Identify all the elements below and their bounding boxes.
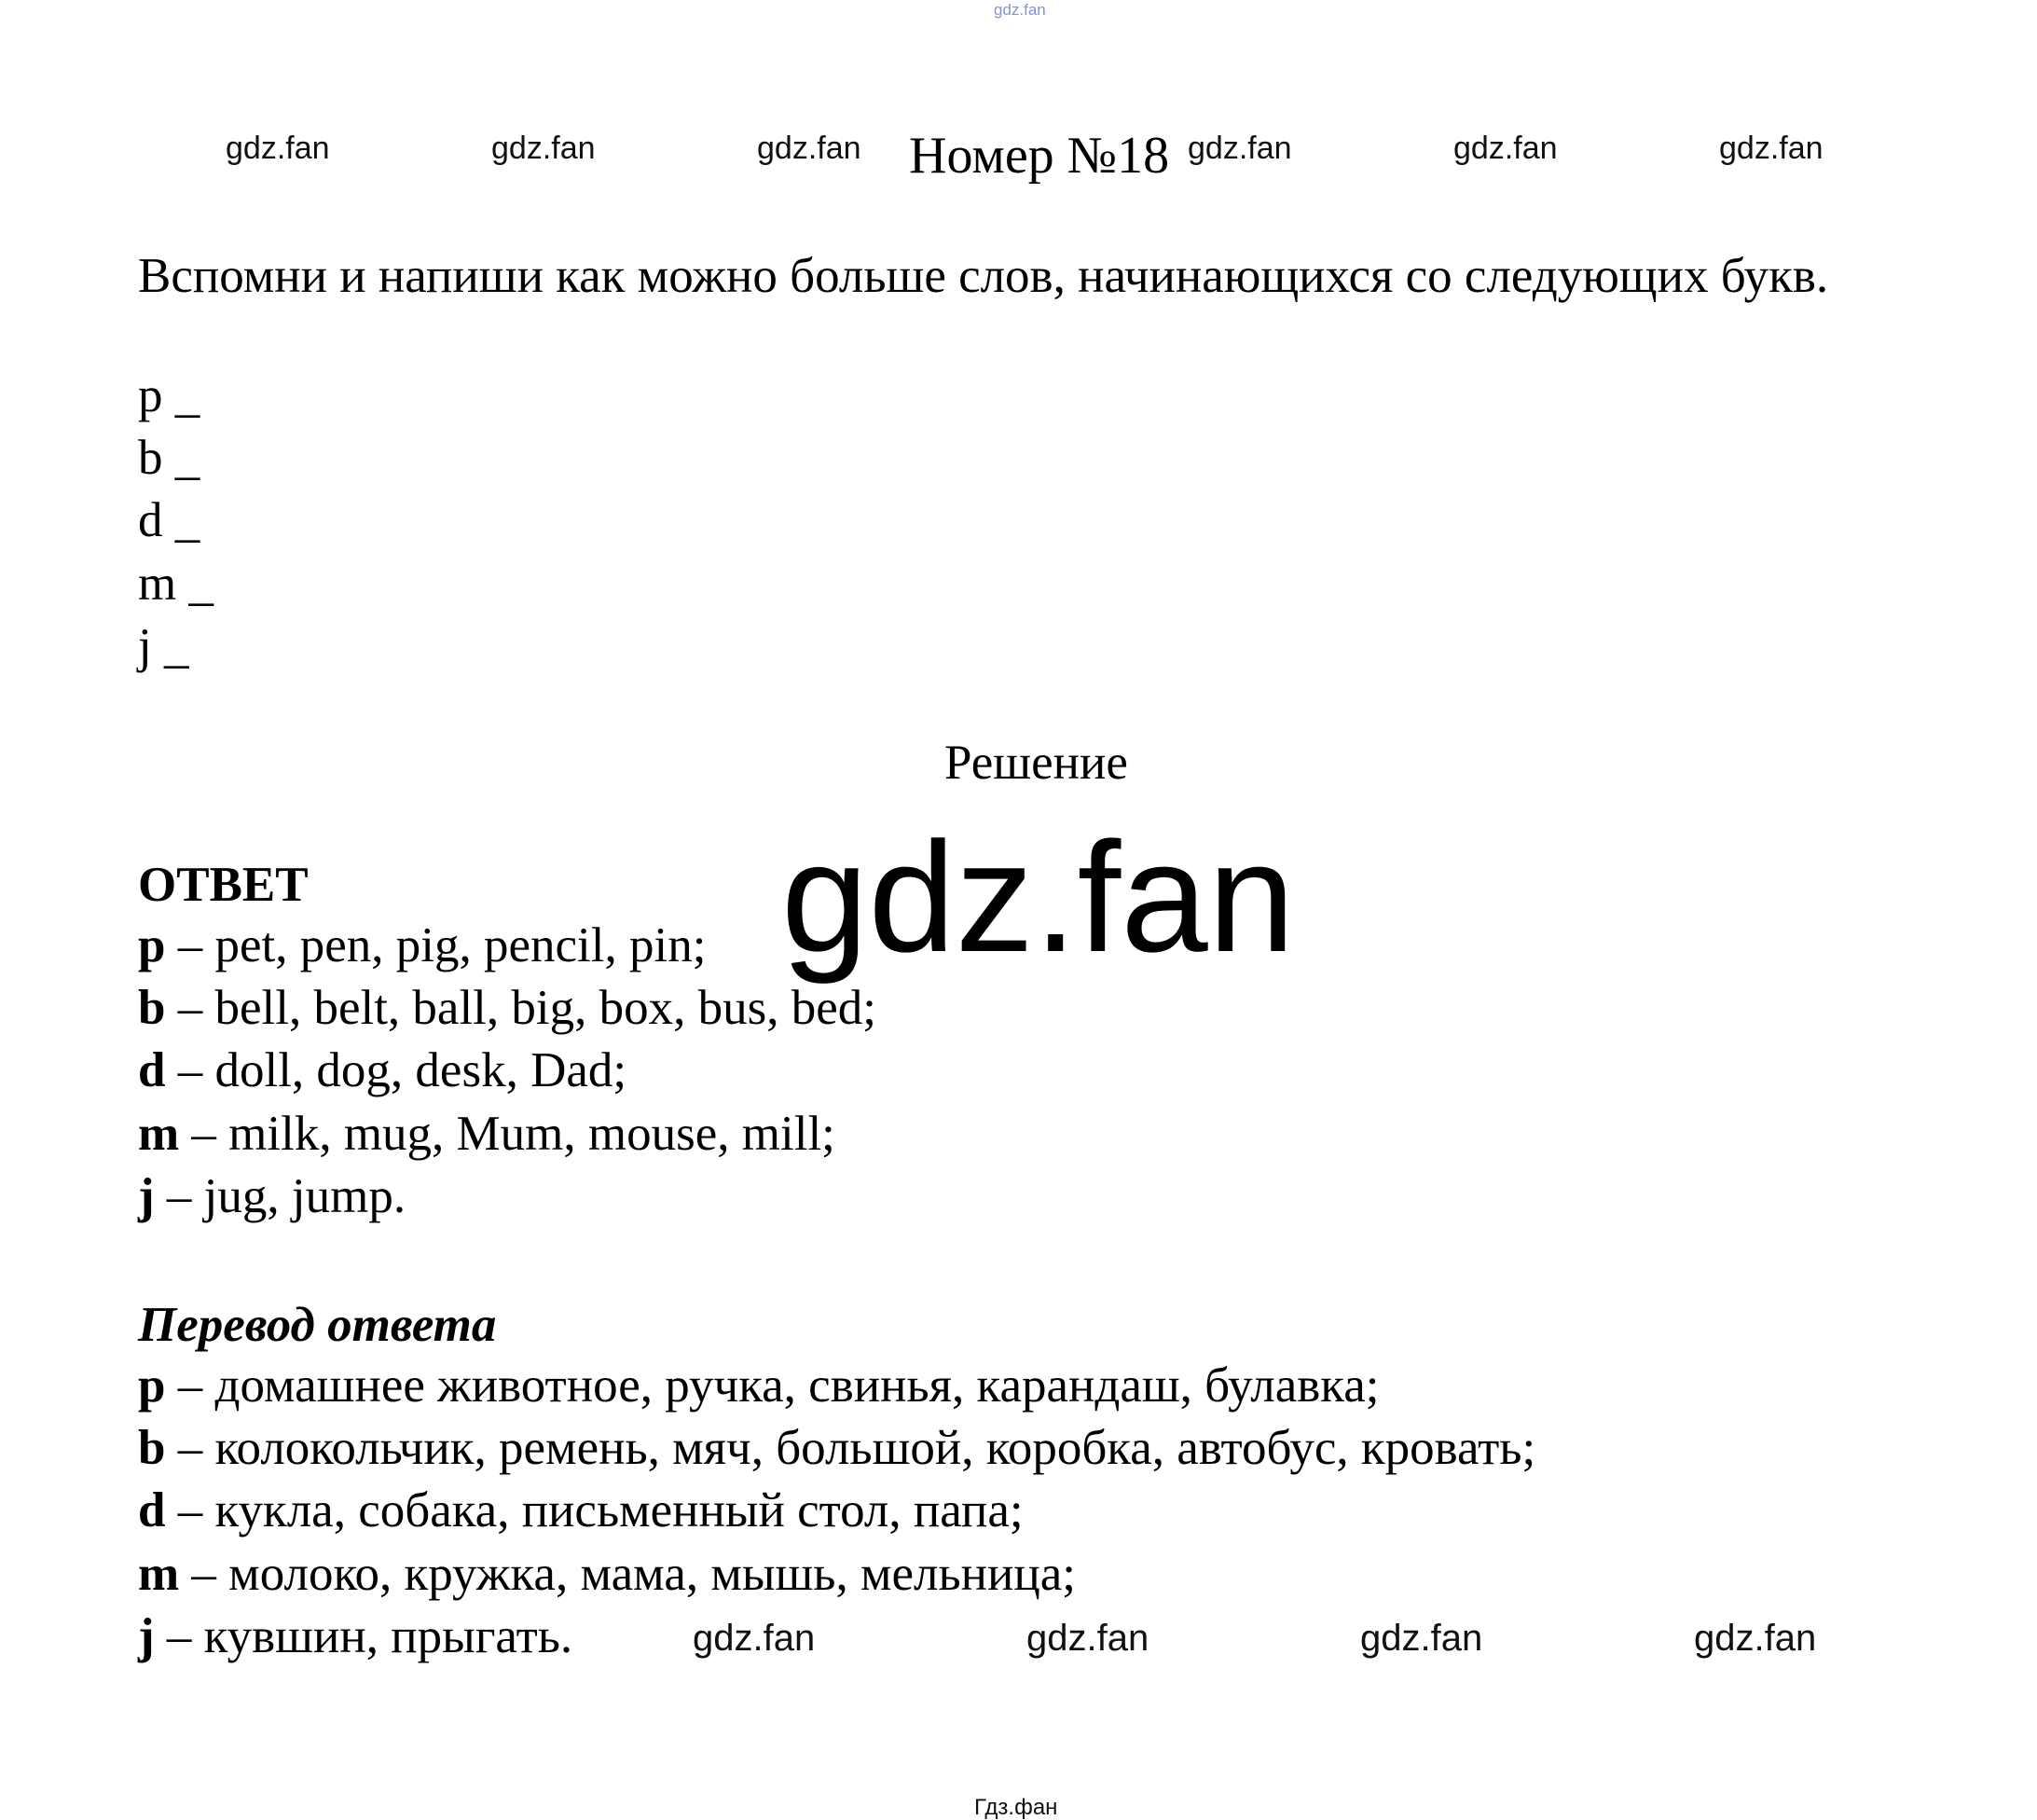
answer-line [138, 1107, 835, 1161]
translation-line [138, 1547, 1076, 1601]
letter-item: p _ [138, 368, 200, 422]
answer-words: – jug, jump. [154, 1169, 406, 1223]
solution-heading: Решение [944, 736, 1128, 790]
answer-letter: m [138, 1107, 180, 1161]
letter-item: j _ [138, 619, 189, 673]
answer-words: – bell, belt, ball, big, box, bus, bed; [165, 981, 877, 1035]
translation-words: – домашнее животное, ручка, свинья, карандаш, булавка; [165, 1358, 1380, 1413]
translation-letter: m [138, 1547, 180, 1601]
bottom-watermark: gdz.fan [693, 1618, 816, 1659]
header-watermark: gdz.fan [1453, 131, 1558, 166]
answer-line [138, 1043, 627, 1097]
bottom-watermark: gdz.fan [1026, 1618, 1149, 1659]
answer-letter: p [138, 918, 166, 972]
header-watermark: gdz.fan [491, 131, 596, 166]
translation-letter: d [138, 1483, 166, 1537]
translation-letter: p [138, 1358, 166, 1413]
translation-line [138, 1421, 1536, 1475]
translation-heading: Перевод ответа [138, 1298, 497, 1352]
page-title: Номер №18 [909, 127, 1170, 185]
top-watermark: gdz.fan [994, 1, 1046, 19]
translation-letter: b [138, 1421, 166, 1475]
answer-words: – pet, pen, pig, pencil, pin; [165, 918, 707, 972]
translation-words: – колокольчик, ремень, мяч, большой, коробка, автобус, кровать; [165, 1421, 1536, 1475]
task-text: Вспомни и напиши как можно больше слов, начинающихся со следующих букв. [138, 249, 1829, 303]
answer-line [138, 918, 707, 972]
translation-letter: j [138, 1609, 155, 1663]
translation-words: – кувшин, прыгать. [154, 1609, 573, 1663]
answer-letter: j [138, 1169, 155, 1223]
header-watermark: gdz.fan [757, 131, 861, 166]
bottom-watermark: gdz.fan [1360, 1618, 1483, 1659]
center-watermark: gdz.fan [781, 809, 1296, 985]
translation-line [138, 1609, 573, 1663]
answer-words: – doll, dog, desk, Dad; [165, 1043, 627, 1097]
letter-item: d _ [138, 493, 200, 547]
answer-words: – milk, mug, Mum, mouse, mill; [179, 1107, 835, 1161]
translation-line [138, 1358, 1380, 1413]
letter-item: m _ [138, 557, 213, 611]
answer-line [138, 981, 877, 1035]
header-watermark: gdz.fan [226, 131, 330, 166]
header-watermark: gdz.fan [1719, 131, 1824, 166]
answer-letter: d [138, 1043, 166, 1097]
translation-words: – молоко, кружка, мама, мышь, мельница; [179, 1547, 1076, 1601]
translation-words: – кукла, собака, письменный стол, папа; [165, 1483, 1024, 1537]
letter-item: b _ [138, 431, 200, 485]
bottom-watermark: gdz.fan [1694, 1618, 1817, 1659]
header-watermark: gdz.fan [1188, 131, 1292, 166]
footer-watermark: Гдз.фан [974, 1795, 1058, 1820]
answer-heading: ОТВЕТ [138, 858, 309, 912]
answer-line [138, 1169, 406, 1223]
translation-line [138, 1483, 1024, 1537]
answer-letter: b [138, 981, 166, 1035]
